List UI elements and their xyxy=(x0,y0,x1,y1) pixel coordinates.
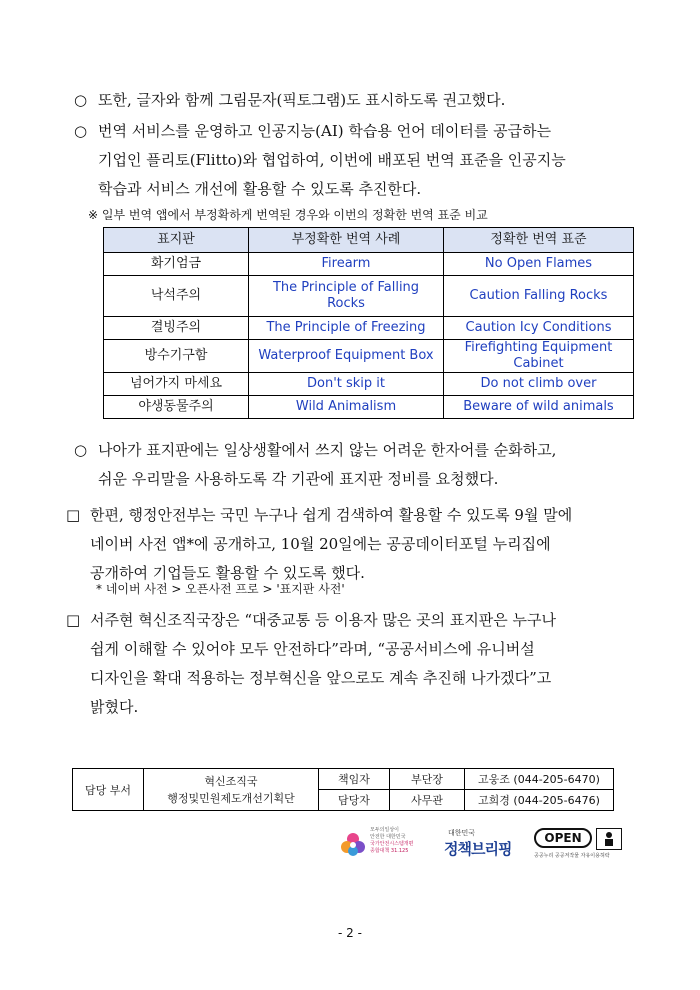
table-row xyxy=(104,253,634,276)
paragraph-line: 학습과 서비스 개선에 활용할 수 있도록 추진한다. xyxy=(98,180,422,198)
paragraph-line: 번역 서비스를 운영하고 인공지능(AI) 학습용 언어 데이터를 공급하는 xyxy=(98,122,552,140)
paragraph-quote xyxy=(66,606,676,722)
correct-cell: Caution Falling Rocks xyxy=(444,276,634,317)
incorrect-cell: Wild Animalism xyxy=(249,396,444,419)
gov-logo-line: 국가안전시스템개편 xyxy=(370,841,414,847)
role-cell: 담당자 xyxy=(319,790,390,811)
table-row xyxy=(104,317,634,340)
paragraph-sign-improvement xyxy=(74,436,674,494)
sign-cell: 낙석주의 xyxy=(104,276,249,317)
paragraph-line: 밝혔다. xyxy=(90,698,139,716)
bullet-square: □ xyxy=(66,506,81,524)
paragraph-line: 또한, 글자와 함께 그림문자(픽토그램)도 표시하도록 권고했다. xyxy=(98,91,506,109)
incorrect-cell: Don't skip it xyxy=(249,373,444,396)
footer-logos xyxy=(340,826,630,866)
contact-cell: 고웅조 (044-205-6470) xyxy=(465,769,614,790)
paragraph-line: 기업인 플리토(Flitto)와 협업하여, 이번에 배포된 번역 표준을 인공지능 xyxy=(98,151,566,169)
sign-cell: 넘어가지 마세요 xyxy=(104,373,249,396)
position-cell: 사무관 xyxy=(390,790,465,811)
correct-cell: No Open Flames xyxy=(444,253,634,276)
sign-cell: 화기엄금 xyxy=(104,253,249,276)
open-sub: 공공누리 공공저작물 자유이용허락 xyxy=(534,853,610,859)
table-row xyxy=(104,373,634,396)
person-icon xyxy=(596,828,622,850)
incorrect-cell: The Principle of Falling Rocks xyxy=(249,276,444,317)
paragraph-line: 쉽게 이해할 수 있어야 모두 안전하다”라며, “공공서비스에 유니버설 xyxy=(90,640,535,658)
open-license-logo xyxy=(534,828,626,864)
incorrect-cell: The Principle of Freezing xyxy=(249,317,444,340)
position-cell: 부단장 xyxy=(390,769,465,790)
sign-cell: 방수기구함 xyxy=(104,340,249,373)
correct-cell: Beware of wild animals xyxy=(444,396,634,419)
header-incorrect: 부정확한 번역 사례 xyxy=(249,228,444,253)
bullet-circle: ○ xyxy=(74,441,88,459)
paragraph-flitto xyxy=(74,117,674,204)
open-main: OPEN xyxy=(534,828,592,848)
paragraph-line: 쉬운 우리말을 사용하도록 각 기관에 표지판 정비를 요청했다. xyxy=(98,470,499,488)
incorrect-cell: Firearm xyxy=(249,253,444,276)
flower-icon xyxy=(340,832,366,858)
paragraph-pictogram xyxy=(74,86,674,115)
page-number: - 2 - xyxy=(338,926,362,940)
sign-cell: 야생동물주의 xyxy=(104,396,249,419)
correct-cell: Caution Icy Conditions xyxy=(444,317,634,340)
policy-briefing-main: 정책브리핑 xyxy=(444,840,512,858)
paragraph-line: 나아가 표지판에는 일상생활에서 쓰지 않는 어려운 한자어를 순화하고, xyxy=(98,441,557,459)
dept-label: 담당 부서 xyxy=(73,769,144,811)
bullet-circle: ○ xyxy=(74,91,88,109)
paragraph-line: 공개하여 기업들도 활용할 수 있도록 했다. xyxy=(90,564,365,582)
dept-name xyxy=(144,769,319,811)
gov-logo-line: 안전한 대한민국 xyxy=(370,834,406,840)
table-row xyxy=(104,276,634,317)
contact-row xyxy=(73,769,614,790)
contact-cell: 고희경 (044-205-6476) xyxy=(465,790,614,811)
dept-name-line2: 행정및민원제도개선기획단 xyxy=(167,791,295,805)
table-caption: ※ 일부 번역 앱에서 부정확하게 번역된 경우와 이번의 정확한 번역 표준 비교 xyxy=(88,208,488,222)
correct-cell: Firefighting Equipment Cabinet xyxy=(444,340,634,373)
paragraph-line: 디자인을 확대 적용하는 정부혁신을 앞으로도 계속 추진해 나가겠다”고 xyxy=(90,669,552,687)
incorrect-cell: Waterproof Equipment Box xyxy=(249,340,444,373)
gov-safety-logo xyxy=(340,826,432,866)
header-sign: 표지판 xyxy=(104,228,249,253)
dept-name-line1: 혁신조직국 xyxy=(204,774,258,788)
paragraph-line: 네이버 사전 앱*에 공개하고, 10월 20일에는 공공데이터포털 누리집에 xyxy=(90,535,551,553)
table-row xyxy=(104,396,634,419)
translation-comparison-table xyxy=(103,227,634,419)
paragraph-publication xyxy=(66,501,676,588)
table-row xyxy=(104,340,634,373)
bullet-square: □ xyxy=(66,611,81,629)
sign-cell: 결빙주의 xyxy=(104,317,249,340)
paragraph-line: 한편, 행정안전부는 국민 누구나 쉽게 검색하여 활용할 수 있도록 9월 말에 xyxy=(90,506,573,524)
role-cell: 책임자 xyxy=(319,769,390,790)
footnote: * 네이버 사전 > 오픈사전 프로 > '표지판 사전' xyxy=(96,582,345,596)
paragraph-line: 서주현 혁신조직국장은 “대중교통 등 이용자 많은 곳의 표지판은 누구나 xyxy=(90,611,557,629)
table-header-row xyxy=(104,228,634,253)
contact-table xyxy=(72,768,614,811)
bullet-circle: ○ xyxy=(74,122,88,140)
gov-logo-line: 모두의일상이 xyxy=(370,827,399,833)
policy-briefing-small: 대한민국 xyxy=(448,829,476,837)
gov-logo-line: 종합대책 31.125 xyxy=(370,848,409,854)
header-correct: 정확한 번역 표준 xyxy=(444,228,634,253)
policy-briefing-logo xyxy=(444,828,528,864)
correct-cell: Do not climb over xyxy=(444,373,634,396)
